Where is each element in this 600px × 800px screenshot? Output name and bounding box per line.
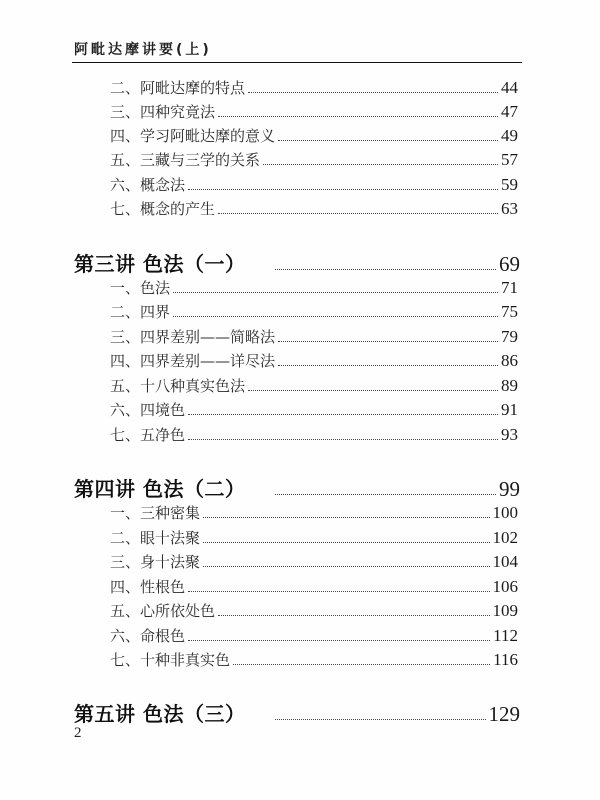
toc-entry-page: 112	[493, 626, 518, 645]
toc-chapter-4[interactable]	[74, 474, 520, 504]
toc-entry-label: 七、十种非真实色	[110, 651, 231, 669]
toc-entry[interactable]	[110, 276, 518, 300]
toc-entry-label: 一、三种密集	[110, 504, 201, 522]
toc-entry[interactable]	[110, 100, 518, 124]
toc-entry-page: 104	[492, 552, 518, 571]
toc-entry-page: 44	[501, 78, 518, 97]
dot-leader	[248, 379, 498, 394]
toc-entry[interactable]	[110, 423, 518, 447]
toc-entry-label: 一、色法	[110, 279, 171, 297]
toc-entry[interactable]	[110, 575, 518, 599]
toc-entry[interactable]	[110, 374, 518, 398]
dot-leader	[218, 105, 498, 120]
dot-leader	[263, 153, 498, 168]
toc-entry-page: 49	[501, 126, 518, 145]
toc-entry-page: 47	[501, 102, 518, 121]
chapter-page: 129	[488, 702, 520, 726]
dot-leader	[248, 81, 498, 96]
toc-entry[interactable]	[110, 124, 518, 148]
dot-leader	[188, 580, 489, 595]
toc-entry-label: 二、四界	[110, 303, 171, 321]
toc-entry[interactable]	[110, 624, 518, 648]
toc-entry[interactable]	[110, 599, 518, 623]
toc-entry[interactable]	[110, 325, 518, 349]
chapter-title: 第五讲 色法（三）	[74, 702, 246, 726]
dot-leader	[173, 305, 498, 320]
toc-entry-label: 五、心所依处色	[110, 602, 216, 620]
toc-entry[interactable]	[110, 398, 518, 422]
page-number: 2	[74, 725, 82, 741]
toc-entry-page: 106	[492, 577, 518, 596]
toc-entry-page: 89	[501, 376, 518, 395]
toc-entry[interactable]	[110, 526, 518, 550]
toc-entry-page: 100	[492, 503, 518, 522]
dot-leader	[203, 555, 489, 570]
dot-leader	[275, 704, 485, 724]
toc-entry-label: 三、身十法聚	[110, 553, 201, 571]
toc-entry-page: 91	[501, 400, 518, 419]
dot-leader	[218, 604, 489, 619]
toc-entry[interactable]	[110, 349, 518, 373]
toc-entry-label: 五、三藏与三学的关系	[110, 151, 261, 169]
toc-entry-label: 三、四界差别——简略法	[110, 328, 276, 346]
dot-leader	[275, 479, 496, 499]
toc-entry[interactable]	[110, 648, 518, 672]
dot-leader	[203, 531, 489, 546]
dot-leader	[203, 506, 489, 521]
toc-entry-label: 六、概念法	[110, 176, 186, 194]
dot-leader	[188, 403, 498, 418]
toc-entry-page: 109	[492, 601, 518, 620]
toc-entry-label: 四、学习阿毗达摩的意义	[110, 127, 276, 145]
toc-entry-page: 59	[501, 175, 518, 194]
toc-entry-page: 57	[501, 150, 518, 169]
chapter-title: 第三讲 色法（一）	[74, 252, 246, 276]
dot-leader	[233, 653, 490, 668]
toc-entry-page: 102	[492, 528, 518, 547]
toc-entry[interactable]	[110, 197, 518, 221]
running-head-title: 阿毗达摩讲要(上)	[74, 42, 212, 58]
toc-entry-label: 五、十八种真实色法	[110, 377, 246, 395]
dot-leader	[278, 354, 498, 369]
toc-chapter-5[interactable]	[74, 699, 520, 729]
toc-entry-page: 75	[501, 302, 518, 321]
toc-entry-label: 二、阿毗达摩的特点	[110, 79, 246, 97]
chapter-page: 99	[499, 477, 520, 501]
dot-leader	[218, 202, 498, 217]
toc-chapter-3[interactable]	[74, 249, 520, 279]
toc-entry-page: 86	[501, 351, 518, 370]
dot-leader	[278, 330, 498, 345]
chapter-page: 69	[499, 252, 520, 276]
toc-entry-label: 三、四种究竟法	[110, 103, 216, 121]
header-rule	[72, 62, 522, 63]
toc-entry[interactable]	[110, 76, 518, 100]
toc-entry-label: 四、性根色	[110, 578, 186, 596]
toc-entry[interactable]	[110, 148, 518, 172]
toc-entry-label: 二、眼十法聚	[110, 529, 201, 547]
dot-leader	[278, 129, 498, 144]
toc-entry-page: 116	[493, 650, 518, 669]
toc-entry-label: 四、四界差别——详尽法	[110, 352, 276, 370]
toc-entry[interactable]	[110, 173, 518, 197]
dot-leader	[188, 428, 498, 443]
toc-entry[interactable]	[110, 550, 518, 574]
toc-entry-page: 71	[501, 278, 518, 297]
dot-leader	[275, 254, 496, 274]
dot-leader	[173, 281, 498, 296]
toc-entry-page: 63	[501, 199, 518, 218]
toc-entry-label: 七、五净色	[110, 426, 186, 444]
toc-entry-page: 79	[501, 327, 518, 346]
dot-leader	[188, 629, 490, 644]
toc-entry[interactable]	[110, 501, 518, 525]
dot-leader	[188, 178, 498, 193]
toc-entry-label: 六、四境色	[110, 401, 186, 419]
toc-entry-label: 七、概念的产生	[110, 200, 216, 218]
toc-entry-label: 六、命根色	[110, 627, 186, 645]
toc-entry[interactable]	[110, 300, 518, 324]
toc-entry-page: 93	[501, 425, 518, 444]
chapter-title: 第四讲 色法（二）	[74, 477, 246, 501]
